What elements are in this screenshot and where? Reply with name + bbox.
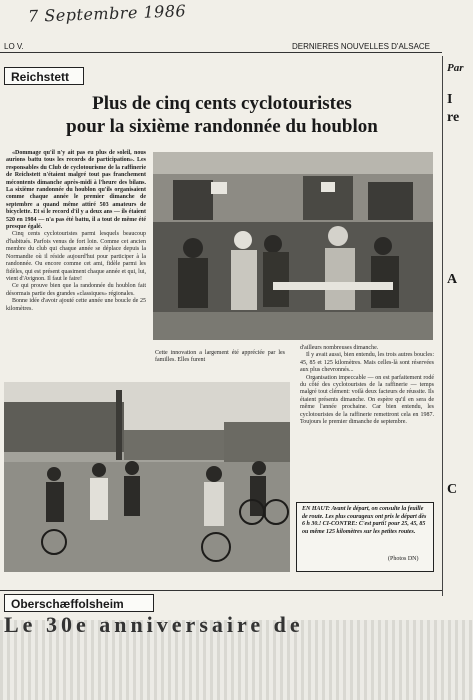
next-section-kicker: Oberschæffolsheim: [4, 594, 154, 612]
article-column-2: Cette innovation a largement été appréciée par les familles. Elles furent: [155, 350, 285, 364]
column-divider: [442, 56, 443, 596]
paragraph: Cinq cents cyclotouristes parmi lesquels beaucoup d'habitués. Parfois venus de fort loin. Comme cet ancien membre du club qui chaque année se déplace depuis la Normandie où il réside aujourd'hui pour participer à la randonnée. Ou encore comme cet ami, fidèle parmi les fidèles, qui est présent quasiment chaque année et qui, lui, vient d'Avignon. Il faut le faire!: [6, 231, 146, 282]
adjacent-column-fragment: re: [447, 110, 460, 125]
photo-caption: EN HAUT: Avant le départ, on consulte la feuille de route. Les plus courageux ont pris le départ dès 6 h 30.! CI-CONTRE: C'est parti! pour 25, 45, 85 ou même 125 kilomètres sur les petites routes.: [296, 502, 434, 572]
adjacent-column-fragment: Par: [447, 62, 464, 74]
adjacent-column-fragment: C: [447, 482, 458, 497]
paragraph: Organisation impeccable — on est parfaitement rodé du côté des cyclotouristes de la raffinerie — temps malgré tout clément: voilà deux facteurs de réussite. Ils étaient présents dimanche. On espère qu'il en sera de même l'année prochaine. Car bien entendu, les cyclotouristes de la raffinerie remettront cela en 1987. Toujours le premier dimanche de septembre.: [300, 374, 434, 426]
headline-line-1: Plus de cinq cents cyclotouristes: [92, 93, 352, 114]
article-column-1: [6, 150, 146, 313]
article-column-3: [300, 345, 434, 426]
photo-credit: (Photos DN): [388, 556, 419, 562]
paragraph: Il y avait aussi, bien entendu, les trois autres boucles: 45, 85 et 125 kilomètres. Mais celles-là sont réservées aux plus chevronnés...: [300, 352, 434, 374]
page-folio: LO V.: [4, 42, 24, 51]
newspaper-name: DERNIERES NOUVELLES D'ALSACE: [292, 42, 431, 51]
footer-rule: [0, 590, 442, 591]
paragraph: «Dommage qu'il n'y ait pas eu plus de soleil, nous aurions battu tous les records de participation». Les responsables du Club de cyclotourisme de la raffinerie de Reichstett n'étaient malgré tout pas franchement mécontents dimanche après-midi à l'heure des bilans. La sixième randonnée du houblon qu'ils organisaient comme chaque année le premier dimanche de septembre a quand même attiré 503 amateurs de bicyclette. Et si le record d'il y a deux ans — ils étaient 520 en 1984 — n'a pas été battu, il a tout de même été presque égalé.: [6, 150, 146, 231]
adjacent-column-fragment: I: [447, 92, 453, 107]
photo-riders-departing: [4, 382, 290, 572]
headline-line-2: pour la sixième randonnée du houblon: [66, 116, 378, 137]
paragraph: d'ailleurs nombreuses dimanche.: [300, 345, 379, 351]
paragraph: Ce qui prouve bien que la randonnée du houblon fait désormais partie des grandes «classiques» régionales.: [6, 283, 146, 297]
paragraph: Bonne idée d'avoir ajouté cette année une boucle de 25 kilomètres.: [6, 298, 146, 312]
adjacent-column-fragment: A: [447, 272, 458, 287]
photo-before-start: [153, 152, 433, 340]
next-article-headline: Le 30e anniversaire de: [4, 612, 304, 637]
article-headline: [4, 92, 440, 138]
header-rule: [0, 52, 442, 53]
section-kicker: Reichstett: [4, 67, 84, 85]
handwritten-date: 7 Septembre 1986: [27, 1, 187, 26]
